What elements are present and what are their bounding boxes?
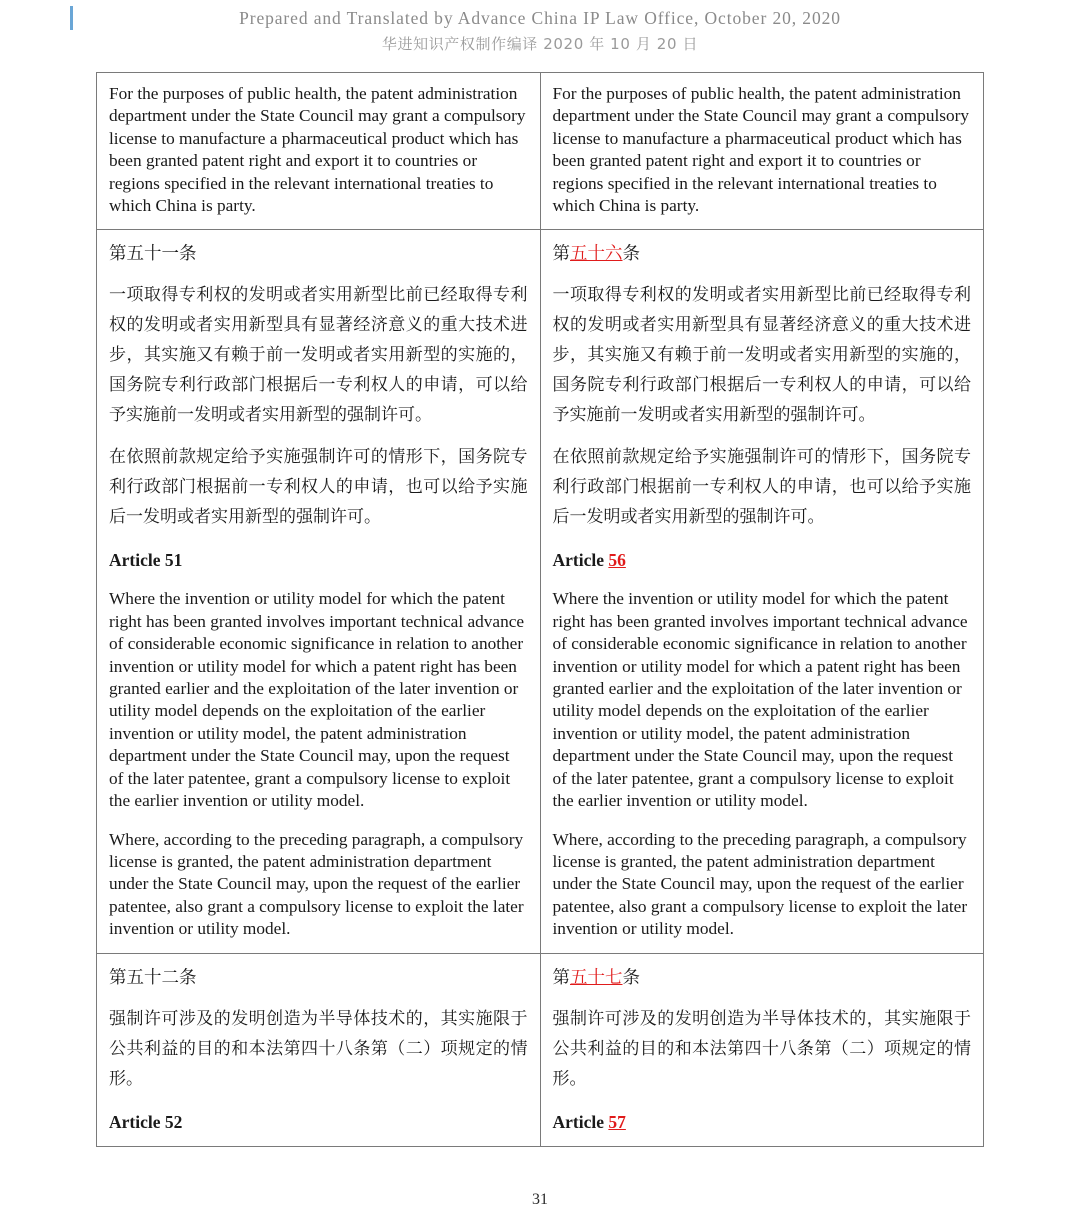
table-cell-right — [540, 73, 984, 230]
heading-number: 五十一 — [126, 244, 179, 265]
article-heading-chinese — [553, 964, 972, 992]
page-number: 31 — [532, 1191, 548, 1208]
heading-prefix: 第 — [109, 244, 127, 265]
heading-number: 51 — [164, 550, 183, 571]
heading-number-revised: 五十七 — [570, 967, 623, 988]
header-line-english: Prepared and Translated by Advance China IP Law Office, October 20, 2020 — [239, 8, 841, 28]
paragraph-english: For the purposes of public health, the patent administration department under the State Council may grant a compulsory license to manufacture a pharmaceutical product which has been granted patent right and export it to countries or regions specified in the relevant international treaties to which China is party. — [552, 84, 970, 216]
paragraph-chinese: 强制许可涉及的发明创造为半导体技术的，其实施限于公共利益的目的和本法第四十八条第（二）项规定的情形。 — [552, 1008, 971, 1089]
paragraph-chinese: 强制许可涉及的发明创造为半导体技术的，其实施限于公共利益的目的和本法第四十八条第（二）项规定的情形。 — [109, 1008, 528, 1089]
article-heading-english — [553, 1110, 972, 1134]
table-cell-right — [540, 230, 984, 953]
heading-suffix: 条 — [622, 967, 640, 988]
heading-number-revised: 五十六 — [570, 244, 623, 265]
heading-prefix: 第 — [109, 967, 127, 988]
paragraph-english: Where, according to the preceding paragraph, a compulsory license is granted, the patent administration department under the State Council may, upon the request of the earlier patentee, also grant a compulsory license to exploit the later invention or utility model. — [552, 829, 968, 939]
paragraph-chinese: 在依照前款规定给予实施强制许可的情形下，国务院专利行政部门根据前一专利权人的申请，也可以给予实施后一发明或者实用新型的强制许可。 — [552, 447, 971, 528]
header-line-chinese: 华进知识产权制作编译 2020 年 10 月 20 日 — [381, 35, 699, 53]
table-cell-left — [97, 73, 541, 230]
page-header — [0, 8, 1080, 54]
article-heading-english — [109, 548, 528, 572]
heading-number: 52 — [164, 1111, 183, 1132]
table-cell-left — [97, 230, 541, 953]
heading-prefix: Article — [109, 550, 165, 571]
page-footer — [0, 1191, 1080, 1209]
heading-prefix: Article — [552, 550, 609, 571]
table-row — [97, 953, 984, 1146]
article-heading-english — [553, 548, 972, 572]
table-cell-left — [97, 953, 541, 1146]
table-row — [97, 73, 984, 230]
heading-suffix: 条 — [622, 244, 640, 265]
table-cell-right — [540, 953, 984, 1146]
article-heading-chinese — [109, 240, 528, 268]
bilingual-comparison-table — [96, 72, 984, 1147]
heading-number-revised: 57 — [608, 1111, 626, 1132]
heading-number-revised: 56 — [608, 550, 626, 571]
heading-prefix: Article — [552, 1111, 609, 1132]
paragraph-chinese: 一项取得专利权的发明或者实用新型比前已经取得专利权的发明或者实用新型具有显著经济意义的重大技术进步，其实施又有赖于前一发明或者实用新型的实施的，国务院专利行政部门根据后一专利权人的申请，可以给予实施前一发明或者实用新型的强制许可。 — [109, 285, 528, 426]
heading-prefix: 第 — [552, 967, 570, 988]
paragraph-chinese: 在依照前款规定给予实施强制许可的情形下，国务院专利行政部门根据前一专利权人的申请，也可以给予实施后一发明或者实用新型的强制许可。 — [109, 447, 528, 528]
article-heading-english — [109, 1110, 528, 1134]
paragraph-english: Where the invention or utility model for which the patent right has been granted involves important technical advance of considerable economic significance in relation to another invention or utility model for which a patent right has been granted earlier and the exploitation of the later invention or utility model depends on the exploitation of the earlier invention or utility model, the patent administration department under the State Council may, upon the request of the later patentee, grant a compulsory license to exploit the earlier invention or utility model. — [552, 589, 968, 811]
heading-prefix: 第 — [552, 244, 570, 265]
article-heading-chinese — [109, 964, 528, 992]
article-heading-chinese — [553, 240, 972, 268]
paragraph-english: Where the invention or utility model for which the patent right has been granted involves important technical advance of considerable economic significance in relation to another invention or utility model for which a patent right has been granted earlier and the exploitation of the later invention or utility model depends on the exploitation of the earlier invention or utility model, the patent administration department under the State Council may, upon the request of the later patentee, grant a compulsory license to exploit the earlier invention or utility model. — [109, 589, 525, 811]
paragraph-chinese: 一项取得专利权的发明或者实用新型比前已经取得专利权的发明或者实用新型具有显著经济意义的重大技术进步，其实施又有赖于前一发明或者实用新型的实施的，国务院专利行政部门根据后一专利权人的申请，可以给予实施前一发明或者实用新型的强制许可。 — [552, 285, 971, 426]
paragraph-english: Where, according to the preceding paragraph, a compulsory license is granted, the patent administration department under the State Council may, upon the request of the earlier patentee, also grant a compulsory license to exploit the later invention or utility model. — [109, 829, 524, 939]
table-row — [97, 230, 984, 953]
paragraph-english: For the purposes of public health, the patent administration department under the State Council may grant a compulsory license to manufacture a pharmaceutical product which has been granted patent right and export it to countries or regions specified in the relevant international treaties to which China is party. — [109, 84, 526, 216]
heading-prefix: Article — [109, 1111, 165, 1132]
heading-number: 五十二 — [126, 967, 179, 988]
heading-suffix: 条 — [179, 967, 197, 988]
heading-suffix: 条 — [179, 244, 197, 265]
